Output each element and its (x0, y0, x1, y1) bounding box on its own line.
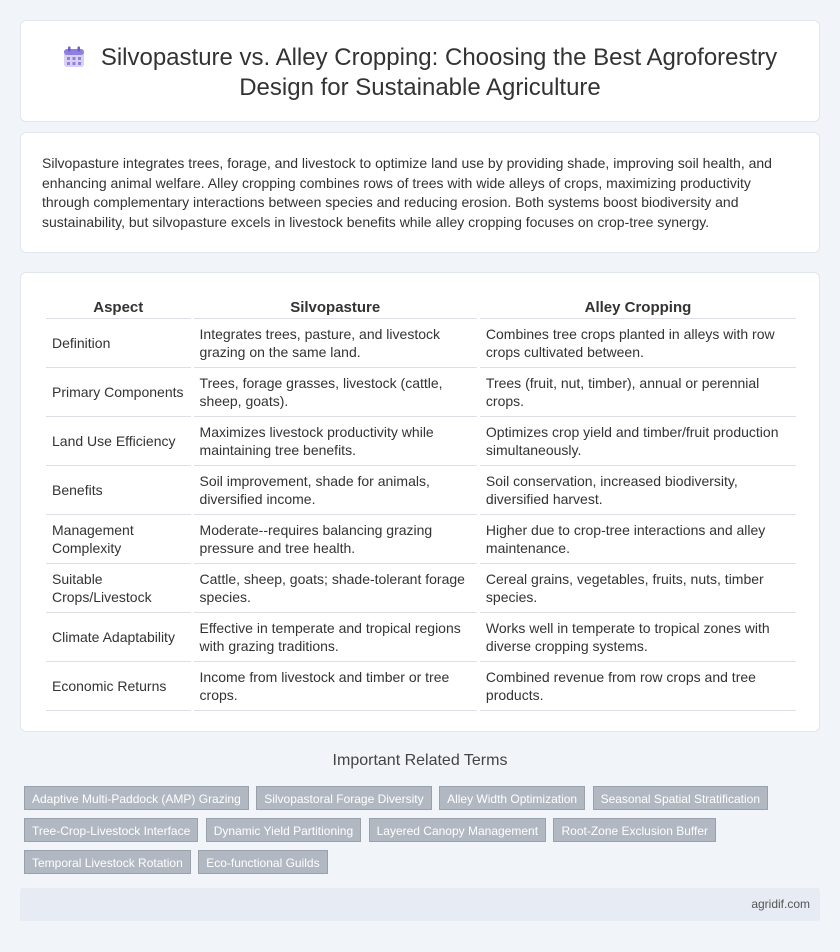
row-aspect: Definition (46, 319, 191, 368)
row-aspect: Primary Components (46, 368, 191, 417)
footer (20, 888, 820, 921)
table-header-row (46, 295, 796, 319)
related-term-tag[interactable]: Alley Width Optimization (439, 786, 585, 810)
table-row (46, 368, 796, 417)
page-title (41, 43, 799, 103)
related-term-tag[interactable]: Root-Zone Exclusion Buffer (553, 818, 716, 842)
row-alley-cropping: Soil conservation, increased biodiversity, diversified harvest. (480, 466, 796, 515)
related-term-tag[interactable]: Temporal Livestock Rotation (24, 850, 191, 874)
row-aspect: Suitable Crops/Livestock (46, 564, 191, 613)
row-alley-cropping: Works well in temperate to tropical zones with diverse cropping systems. (480, 613, 796, 662)
footer-site-link[interactable]: agridif.com (751, 897, 810, 911)
row-silvopasture: Income from livestock and timber or tree crops. (194, 662, 477, 711)
row-aspect: Benefits (46, 466, 191, 515)
row-silvopasture: Maximizes livestock productivity while maintaining tree benefits. (194, 417, 477, 466)
related-term-tag[interactable]: Silvopastoral Forage Diversity (256, 786, 431, 810)
row-alley-cropping: Optimizes crop yield and timber/fruit production simultaneously. (480, 417, 796, 466)
table-row (46, 417, 796, 466)
intro-paragraph: Silvopasture integrates trees, forage, and livestock to optimize land use by providing shade, improving soil health, and enhancing animal welfare. Alley cropping combines rows of trees with wide alleys of crops, maximizing productivity through complementary interactions between species and reducing erosion. Both systems boost biodiversity and sustainability, but silvopasture excels in livestock benefits while alley cropping focuses on crop-tree synergy. (42, 155, 772, 230)
row-silvopasture: Soil improvement, shade for animals, diversified income. (194, 466, 477, 515)
related-term-tag[interactable]: Eco-functional Guilds (198, 850, 327, 874)
related-term-tag[interactable]: Layered Canopy Management (369, 818, 546, 842)
calendar-icon (63, 46, 85, 68)
page-title-text: Silvopasture vs. Alley Cropping: Choosing the Best Agroforestry Design for Sustainable Agriculture (100, 44, 778, 101)
comparison-table (43, 295, 799, 711)
row-aspect: Land Use Efficiency (46, 417, 191, 466)
table-row (46, 564, 796, 613)
table-row (46, 662, 796, 711)
table-row (46, 613, 796, 662)
header-silvopasture: Silvopasture (194, 295, 477, 319)
related-term-tag[interactable]: Tree-Crop-Livestock Interface (24, 818, 198, 842)
row-silvopasture: Trees, forage grasses, livestock (cattle, sheep, goats). (194, 368, 477, 417)
row-alley-cropping: Combines tree crops planted in alleys with row crops cultivated between. (480, 319, 796, 368)
row-alley-cropping: Combined revenue from row crops and tree products. (480, 662, 796, 711)
row-alley-cropping: Cereal grains, vegetables, fruits, nuts, timber species. (480, 564, 796, 613)
related-terms-list (24, 786, 804, 882)
row-alley-cropping: Trees (fruit, nut, timber), annual or perennial crops. (480, 368, 796, 417)
intro-card (20, 132, 820, 253)
related-term-tag[interactable]: Dynamic Yield Partitioning (206, 818, 361, 842)
related-term-tag[interactable]: Seasonal Spatial Stratification (593, 786, 768, 810)
comparison-card (20, 272, 820, 732)
related-terms-heading: Important Related Terms (332, 752, 508, 769)
header-aspect: Aspect (46, 295, 191, 319)
table-row (46, 466, 796, 515)
row-silvopasture: Effective in temperate and tropical regions with grazing traditions. (194, 613, 477, 662)
table-row (46, 515, 796, 564)
row-aspect: Management Complexity (46, 515, 191, 564)
related-term-tag[interactable]: Adaptive Multi-Paddock (AMP) Grazing (24, 786, 249, 810)
row-alley-cropping: Higher due to crop-tree interactions and alley maintenance. (480, 515, 796, 564)
header-card (20, 20, 820, 122)
header-alley-cropping: Alley Cropping (480, 295, 796, 319)
row-silvopasture: Cattle, sheep, goats; shade-tolerant forage species. (194, 564, 477, 613)
row-silvopasture: Moderate--requires balancing grazing pressure and tree health. (194, 515, 477, 564)
row-silvopasture: Integrates trees, pasture, and livestock grazing on the same land. (194, 319, 477, 368)
row-aspect: Climate Adaptability (46, 613, 191, 662)
row-aspect: Economic Returns (46, 662, 191, 711)
table-row (46, 319, 796, 368)
